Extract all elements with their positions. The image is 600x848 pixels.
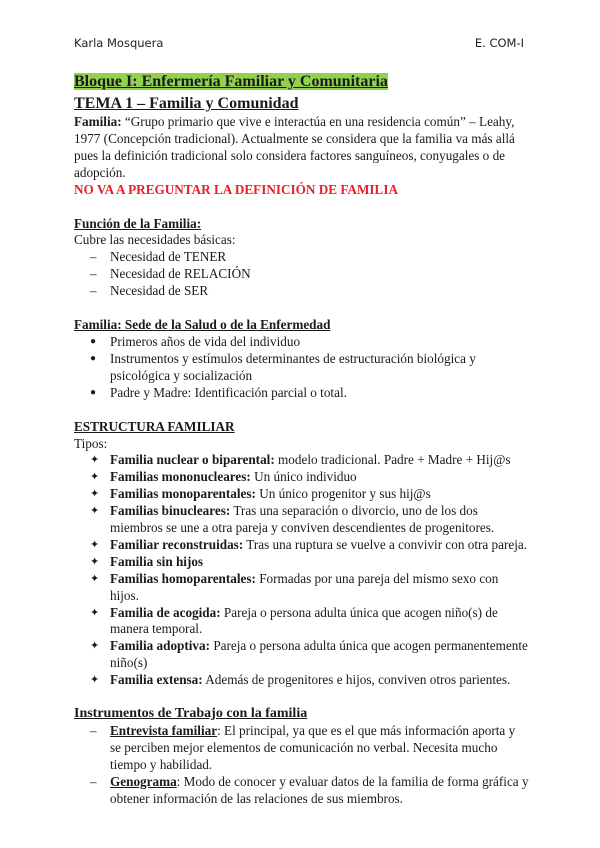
list-item: – Necesidad de TENER: [90, 249, 227, 265]
bullet-icon: ●: [90, 352, 97, 364]
list-item: ● Primeros años de vida del individuo: [90, 333, 301, 349]
star-icon: ✦: [90, 555, 100, 568]
star-icon: ✦: [90, 674, 100, 687]
star-icon: ✦: [90, 454, 100, 467]
sede-heading: Familia: Sede de la Salud o de la Enfermedad: [74, 317, 331, 333]
header-author: Karla Mosquera: [74, 36, 164, 50]
estructura-heading: ESTRUCTURA FAMILIAR: [74, 418, 235, 434]
dash-marker: –: [90, 773, 97, 789]
bloque-title-text: Bloque I: Enfermería Familiar y Comunitaria: [74, 73, 388, 90]
list-item: ✦ Familia sin hijos: [90, 553, 204, 569]
list-item: ✦ Familias mononucleares: Un único individuo: [90, 469, 357, 485]
list-item: – Necesidad de SER: [90, 283, 209, 299]
funcion-list: [74, 249, 529, 300]
star-icon: ✦: [90, 505, 100, 518]
dash-marker: –: [90, 723, 97, 738]
dash-marker: –: [90, 266, 97, 282]
funcion-heading: Función de la Familia:: [74, 215, 202, 231]
funcion-intro: Cubre las necesidades básicas:: [74, 232, 236, 248]
list-item: ✦ Familia extensa: Además de progenitores e hijos, conviven otros parientes.: [90, 672, 511, 688]
list-item: ✦ Familias monoparentales: Un único progenitor y sus hij@s: [90, 486, 431, 502]
list-item: – Necesidad de RELACIÓN: [90, 266, 251, 282]
familia-text: “Grupo primario que vive e interactúa en una residencia común” – Leahy, 1977 (Concepción tradicional). Actualmente se considera que la familia va más allá pues la definición tradicional solo considera factores sanguíneos, conyugales o de adopción.: [74, 114, 515, 180]
red-note: NO VA A PREGUNTAR LA DEFINICIÓN DE FAMILIA: [74, 181, 398, 197]
instrumentos-list: [74, 723, 529, 808]
dash-marker: –: [90, 283, 97, 299]
list-item: ✦ Familia adoptiva: Pareja o persona adulta única que acogen permanentemente niño(s): [90, 638, 528, 671]
list-item: – Entrevista familiar: El principal, ya que es el que más información aporta y se perciben mejor elementos de comunicación no verbal. Necesita mucho tiempo y habilidad.: [90, 723, 516, 772]
list-item: ✦ Familiar reconstruidas: Tras una ruptura se vuelve a convivir con otra pareja.: [90, 536, 528, 552]
list-item: ✦ Familias binucleares: Tras una separación o divorcio, uno de los dos miembros se une a otra pareja y conviven descendientes de progenitores.: [90, 503, 495, 536]
instrumentos-heading: Instrumentos de Trabajo con la familia: [74, 706, 308, 722]
list-item: ✦ Familias homoparentales: Formadas por una pareja del mismo sexo con hijos.: [90, 570, 499, 603]
star-icon: ✦: [90, 572, 100, 585]
estructura-list: [74, 452, 529, 689]
familia-definition: [74, 114, 529, 182]
tema-title: TEMA 1 – Familia y Comunidad: [74, 95, 299, 112]
header-course: E. COM-I: [474, 36, 524, 50]
document-body: [74, 72, 529, 808]
dash-marker: –: [90, 249, 97, 265]
bloque-title: [74, 72, 529, 92]
familia-label: Familia:: [74, 114, 122, 129]
list-item: ● Instrumentos y estímulos determinantes de estructuración biológica y psicológica y socialización: [90, 350, 476, 383]
list-item: ● Padre y Madre: Identificación parcial o total.: [90, 384, 347, 400]
list-item: – Genograma: Modo de conocer y evaluar datos de la familia de forma gráfica y obtener información de las relaciones de sus miembros.: [90, 773, 529, 806]
sede-list: [74, 334, 529, 402]
list-item: ✦ Familia de acogida: Pareja o persona adulta única que acogen niño(s) de manera temporal.: [90, 604, 498, 637]
star-icon: ✦: [90, 471, 100, 484]
star-icon: ✦: [90, 488, 100, 501]
estructura-intro: Tipos:: [74, 435, 108, 451]
list-item: ✦ Familia nuclear o biparental: modelo tradicional. Padre + Madre + Hij@s: [90, 452, 511, 468]
star-icon: ✦: [90, 640, 100, 653]
star-icon: ✦: [90, 538, 100, 551]
bullet-icon: ●: [90, 335, 97, 347]
star-icon: ✦: [90, 606, 100, 619]
bullet-icon: ●: [90, 386, 97, 398]
